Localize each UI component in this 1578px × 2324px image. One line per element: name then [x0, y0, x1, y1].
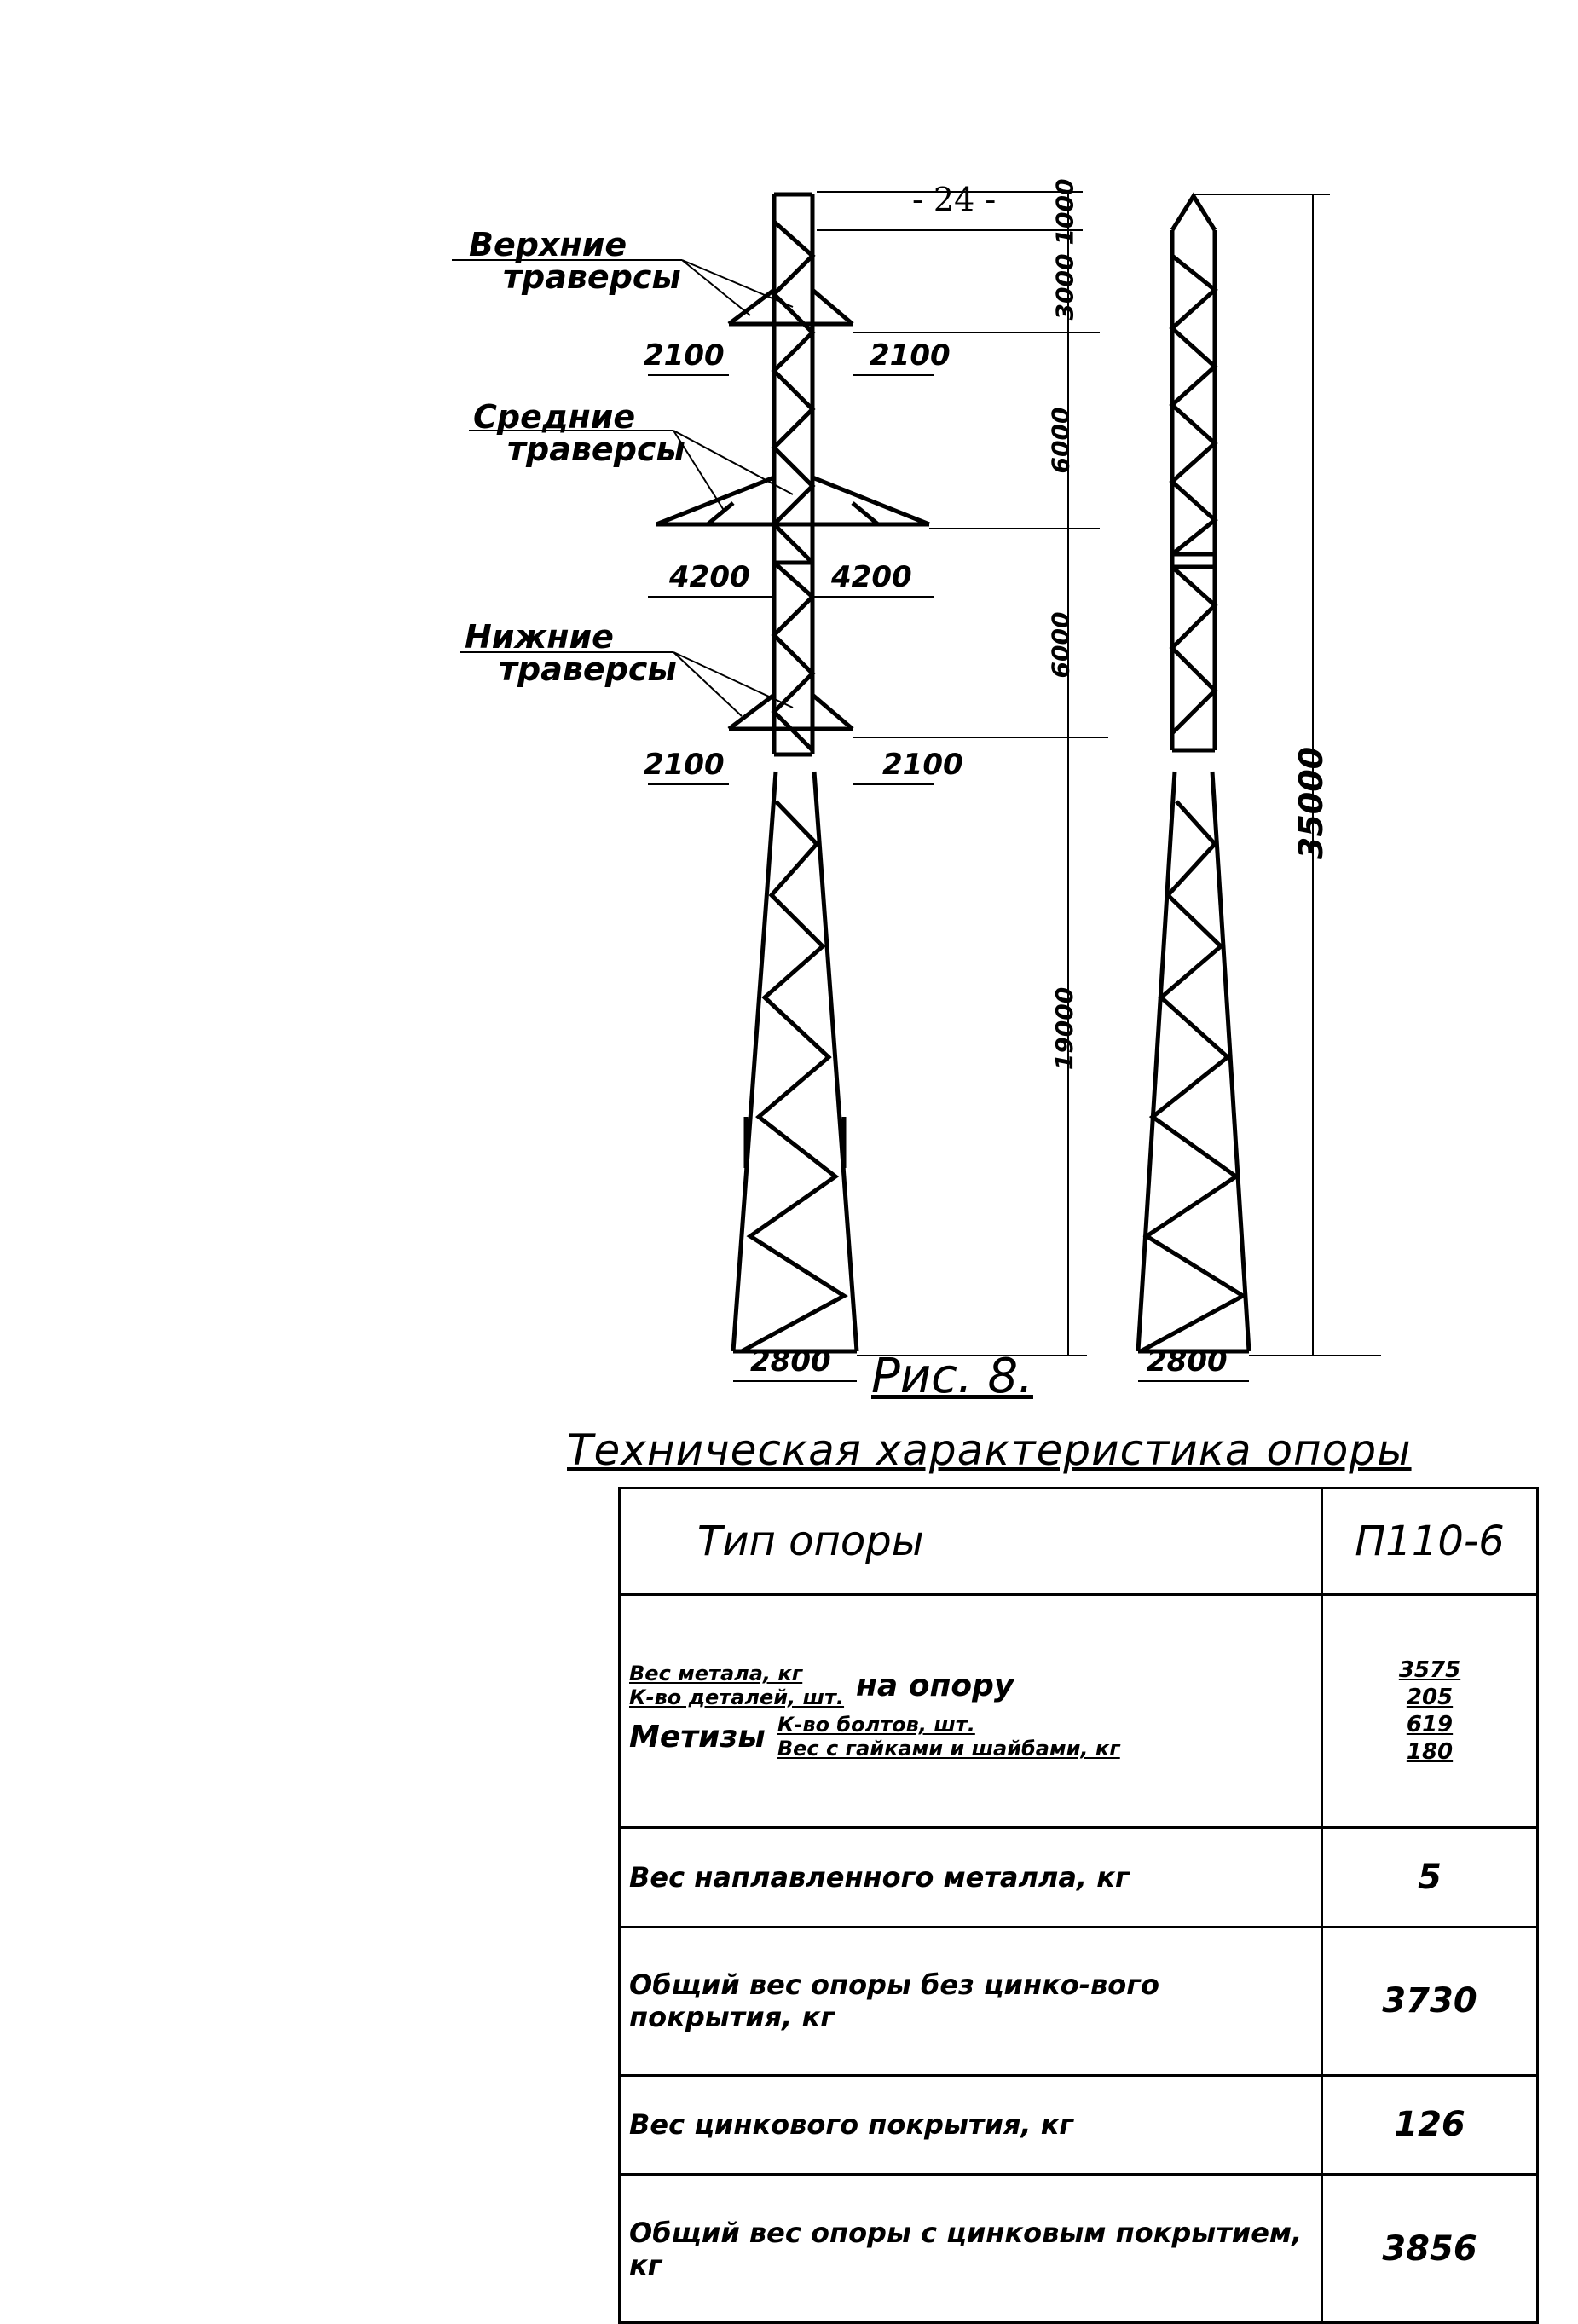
header-value: П110-6 — [1322, 1489, 1538, 1595]
dim-base-front: 2800 — [750, 1344, 831, 1379]
row3-label: Общий вес опоры без цинко-вого покрытия, кг — [620, 1927, 1322, 2075]
table-row — [620, 2075, 1538, 2175]
page-number: - 24 - — [912, 181, 997, 218]
row1-prefix: Метизы — [629, 1719, 766, 1755]
row0-value2: 205 — [1406, 1685, 1454, 1711]
upper-crossarms-line2: траверсы — [503, 258, 681, 296]
dim-middle-left: 4200 — [669, 560, 750, 594]
lower-crossarms-line1: Нижние — [465, 618, 614, 656]
middle-crossarms-line2: траверсы — [507, 431, 685, 468]
table-row — [620, 2175, 1538, 2323]
lower-crossarms-line2: траверсы — [499, 650, 677, 688]
dim-seg-mid2: 6000 — [1046, 611, 1075, 679]
table-row — [620, 1927, 1538, 2075]
dim-total-height: 35000 — [1292, 746, 1331, 860]
dim-upper-left: 2100 — [644, 338, 725, 373]
dim-seg-top: 1000 — [1050, 178, 1079, 246]
row0-line2: К-во деталей, шт. — [629, 1685, 845, 1710]
dim-upper-right: 2100 — [870, 338, 951, 373]
middle-crossarms-label — [473, 398, 685, 468]
dim-seg-upper: 3000 — [1050, 253, 1079, 321]
dim-seg-leg: 19000 — [1050, 986, 1079, 1071]
row1-value1: 619 — [1406, 1712, 1454, 1738]
spec-table — [618, 1487, 1539, 2324]
row2-label: Вес наплавленного металла, кг — [620, 1828, 1322, 1928]
dim-middle-right: 4200 — [831, 560, 912, 594]
row-metal-values — [1322, 1595, 1538, 1828]
row0-value1: 3575 — [1398, 1657, 1461, 1684]
table-title: Техническая характеристика опоры — [567, 1425, 1412, 1475]
row1-value2: 180 — [1406, 1739, 1454, 1766]
dim-lower-right: 2100 — [882, 748, 963, 782]
row4-label: Вес цинкового покрытия, кг — [620, 2075, 1322, 2175]
row1-line2: Вес с гайками и шайбами, кг — [777, 1737, 1120, 1761]
middle-crossarms-line1: Средние — [473, 398, 636, 436]
upper-crossarms-line1: Верхние — [469, 226, 627, 263]
row0-line1: Вес метала, кг — [629, 1662, 803, 1686]
row5-value: 3856 — [1322, 2175, 1538, 2323]
dim-base-side: 2800 — [1147, 1344, 1228, 1379]
row5-label: Общий вес опоры с цинковым покрытием, кг — [620, 2175, 1322, 2323]
dim-seg-mid1: 6000 — [1046, 407, 1075, 474]
upper-crossarms-label — [469, 226, 681, 296]
row2-value: 5 — [1322, 1828, 1538, 1928]
row1-line1: К-во болтов, шт. — [777, 1713, 975, 1737]
dim-lower-left: 2100 — [644, 748, 725, 782]
figure-caption: Рис. 8. — [871, 1349, 1033, 1404]
row3-value: 3730 — [1322, 1927, 1538, 2075]
header-param: Тип опоры — [620, 1489, 1322, 1595]
table-row — [620, 1595, 1538, 1828]
table-row — [620, 1828, 1538, 1928]
row4-value: 126 — [1322, 2075, 1538, 2175]
row-metal-details — [620, 1595, 1322, 1828]
row0-suffix: на опору — [856, 1668, 1014, 1703]
lower-crossarms-label — [465, 618, 677, 688]
table-header-row — [620, 1489, 1538, 1595]
